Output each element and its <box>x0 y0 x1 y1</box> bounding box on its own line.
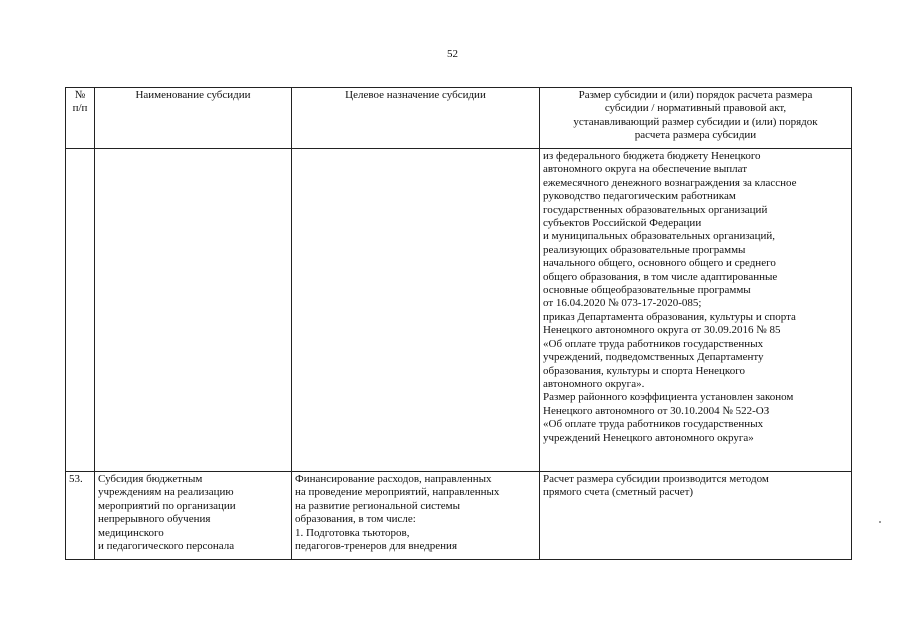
text-line: субсидии / нормативный правовой акт, <box>604 102 787 115</box>
text-line: от 16.04.2020 № 073-17-2020-085; <box>543 297 702 310</box>
scan-speck <box>879 521 881 523</box>
header-purpose <box>292 88 540 149</box>
text-line: учреждениям на реализацию <box>98 486 234 499</box>
text-line: и педагогического персонала <box>98 540 235 553</box>
text-line: Наименование субсидии <box>135 89 251 101</box>
text-line: Субсидия бюджетным <box>98 473 203 485</box>
text-line: 53. <box>69 473 83 485</box>
text-line: образования, в том числе: <box>295 513 416 526</box>
text-line: основные общеобразовательные программы <box>543 284 751 297</box>
text-line: устанавливающий размер субсидии и (или) порядок <box>573 115 818 128</box>
text-line: на развитие региональной системы <box>295 499 461 512</box>
cell-size <box>540 472 852 560</box>
header-number <box>66 88 95 149</box>
cell-purpose <box>292 472 540 560</box>
text-line: Ненецкого автономного от 30.10.2004 № 522-ОЗ <box>543 404 770 417</box>
text-line: общего образования, в том числе адаптированные <box>543 270 778 283</box>
text-line: Размер субсидии и (или) порядок расчета размера <box>578 89 813 101</box>
text-line: автономного округа». <box>543 377 645 390</box>
text-line: мероприятий по организации <box>98 499 236 512</box>
text-line: расчета размера субсидии <box>634 129 757 142</box>
text-line: Финансирование расходов, направленных <box>295 473 492 485</box>
text-line: 1. Подготовка тьюторов, <box>295 526 410 539</box>
cell-number <box>66 472 95 560</box>
subsidy-table <box>65 87 852 560</box>
text-line: государственных образовательных организаций <box>543 203 768 216</box>
cell-name <box>95 472 292 560</box>
text-line: «Об оплате труда работников государственных <box>543 418 764 431</box>
text-line: ежемесячного денежного вознаграждения за классное <box>543 176 797 189</box>
cell-number <box>66 149 95 472</box>
text-line: на проведение мероприятий, направленных <box>295 486 500 499</box>
text-line: и муниципальных образовательных организаций, <box>543 230 775 243</box>
table-row-continuation <box>66 149 852 472</box>
text-line: руководство педагогическим работникам <box>543 190 736 203</box>
cell-size <box>540 149 852 472</box>
text-line: из федерального бюджета бюджету Ненецкого <box>543 150 761 162</box>
text-line: Расчет размера субсидии производится методом <box>543 473 769 485</box>
header-size <box>540 88 852 149</box>
cell-name <box>95 149 292 472</box>
text-line: Ненецкого автономного округа от 30.09.2016 № 85 <box>543 324 781 337</box>
text-line: начального общего, основного общего и среднего <box>543 257 776 270</box>
text-line: учреждений Ненецкого автономного округа» <box>543 431 754 444</box>
text-line: автономного округа на обеспечение выплат <box>543 163 748 176</box>
text-line: Целевое назначение субсидии <box>345 89 486 101</box>
text-line: Размер районного коэффициента установлен законом <box>543 391 794 404</box>
text-line: № <box>74 89 86 101</box>
cell-purpose <box>292 149 540 472</box>
text-line: педагогов-тренеров для внедрения <box>295 540 457 553</box>
text-line: образования, культуры и спорта Ненецкого <box>543 364 745 377</box>
text-line: медицинского <box>98 526 164 539</box>
page-number: 52 <box>447 48 458 60</box>
text-line: субъектов Российской Федерации <box>543 217 702 230</box>
text-line: учреждений, подведомственных Департаменту <box>543 351 764 364</box>
text-line: приказ Департамента образования, культуры и спорта <box>543 310 796 323</box>
text-line: прямого счета (сметный расчет) <box>543 486 694 499</box>
text-line: «Об оплате труда работников государственных <box>543 337 764 350</box>
text-line: реализующих образовательные программы <box>543 243 746 256</box>
text-line: непрерывного обучения <box>98 513 211 526</box>
text-line: п/п <box>72 102 88 115</box>
header-name <box>95 88 292 149</box>
table-row-53 <box>66 472 852 560</box>
table-header-row <box>66 88 852 149</box>
